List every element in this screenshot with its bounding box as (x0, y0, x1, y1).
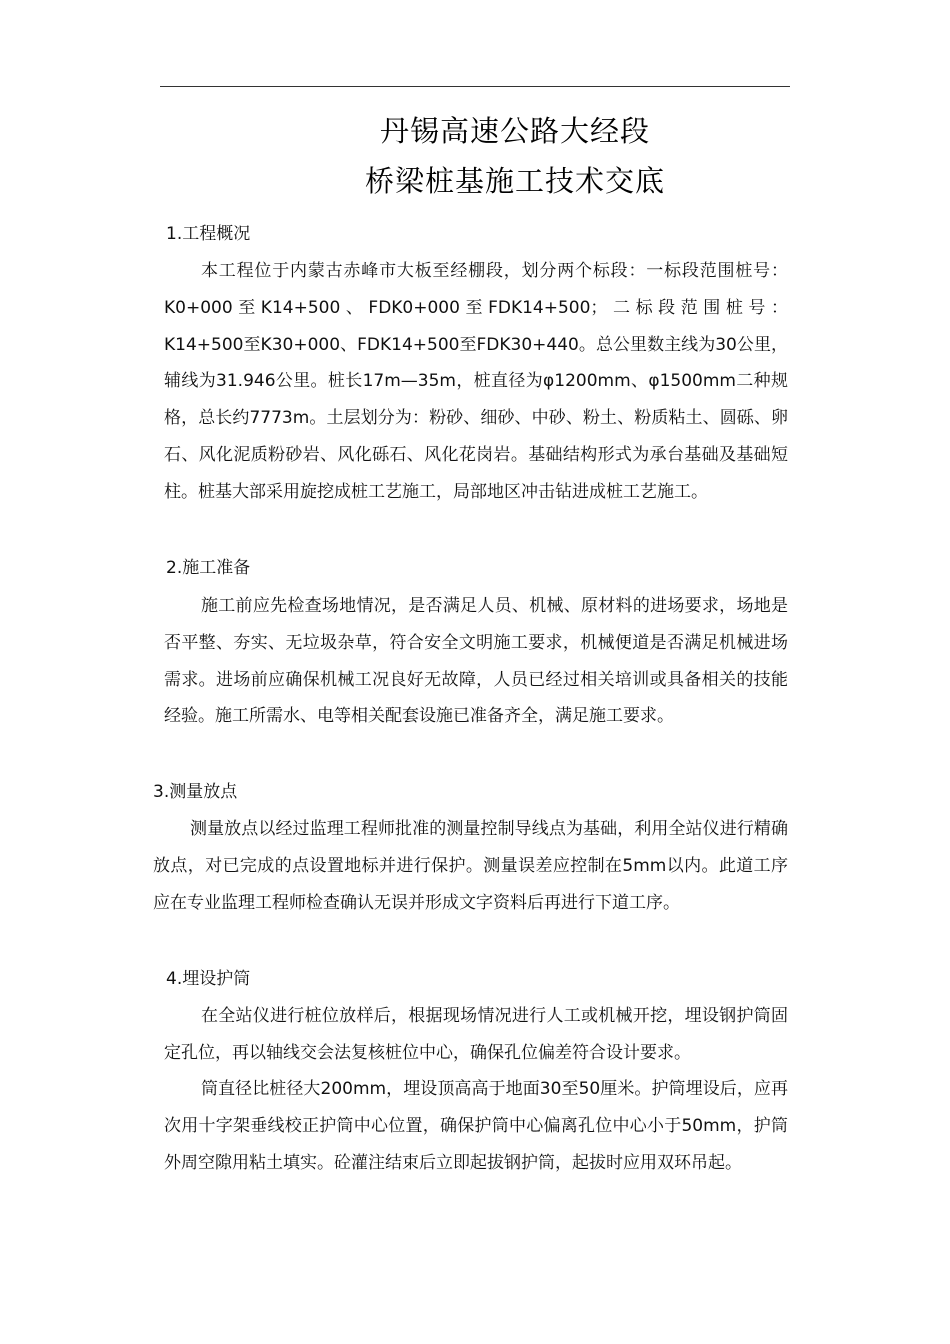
section-paragraph-casing-2: 筒直径比桩径大200mm，埋设顶高高于地面30至50厘米。护筒埋设后，应再次用十字架垂线校正护筒中心位置，确保护筒中心偏离孔位中心小于50mm，护筒外周空隙用粘土填实。砼灌注结束后立即起拔钢护筒，起拔时应用双环吊起。 (164, 1079, 788, 1173)
document-title-line-1: 丹锡高速公路大经段 (379, 114, 650, 148)
section-heading-casing: 4.埋设护筒 (166, 969, 251, 989)
section-paragraph-preparation: 施工前应先检查场地情况，是否满足人员、机械、原材料的进场要求，场地是否平整、夯实、无垃圾杂草，符合安全文明施工要求，机械便道是否满足机械进场需求。进场前应确保机械工况良好无故障，人员已经过相关培训或具备相关的技能经验。施工所需水、电等相关配套设施已准备齐全，满足施工要求。 (164, 596, 788, 727)
section-heading-preparation: 2.施工准备 (166, 558, 251, 578)
section-heading-survey: 3.测量放点 (153, 782, 238, 802)
section-heading-overview: 1.工程概况 (166, 224, 251, 244)
section-paragraph-overview: 本工程位于内蒙古赤峰市大板至经棚段，划分两个标段：一标段范围桩号：K0+000至K14+500、FDK0+000至FDK14+500；二标段范围桩号：K14+500至K30+000、FDK14+500至FDK30+440。总公里数主线为30公里，辅线为31.946公里。桩长17m—35m，桩直径为φ1200mm、φ1500mm二种规格，总长约7773m。土层划分为：粉砂、细砂、中砂、粉土、粉质粘土、圆砾、卵石、风化泥质粉砂岩、风化砾石、风化花岗岩。基础结构形式为承台基础及基础短柱。桩基大部采用旋挖成桩工艺施工，局部地区冲击钻进成桩工艺施工。 (164, 261, 788, 502)
section-paragraph-casing-1: 在全站仪进行桩位放样后，根据现场情况进行人工或机械开挖，埋设钢护筒固定孔位，再以轴线交会法复核桩位中心，确保孔位偏差符合设计要求。 (164, 1006, 788, 1063)
section-paragraph-survey: 测量放点以经过监理工程师批准的测量控制导线点为基础，利用全站仪进行精确放点，对已完成的点设置地标并进行保护。测量误差应控制在5mm以内。此道工序应在专业监理工程师检查确认无误并形成文字资料后再进行下道工序。 (153, 819, 788, 913)
header-rule (160, 86, 790, 87)
document-title-line-2: 桥梁桩基施工技术交底 (364, 164, 665, 198)
